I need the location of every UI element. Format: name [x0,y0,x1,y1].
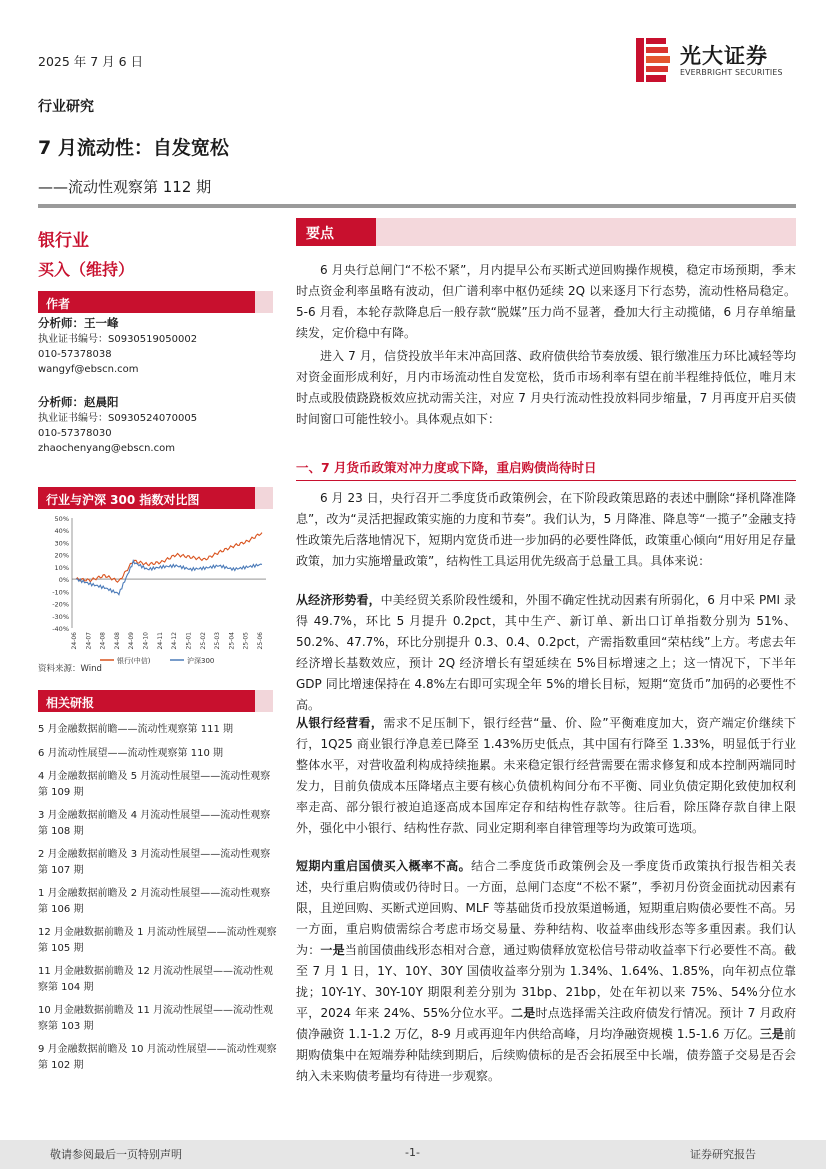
author-cert: 执业证书编号：S0930524070005 [38,413,198,424]
paragraph-body: 结合二季度货币政策例会及一季度货币政策执行报告相关表述，央行重启购债或仍待时日。一方面，总闸门态度“不松不紧”，季初月份资金面扰动因素有限，且逆回购、买断式逆回购、MLF 等基础货币投放渠道畅通，短期重启购债必要性不高。另一方面，重启购债需综合考虑市场交易量、券种结构、收益率曲线形态等多重因素。我们认为： [296,859,796,957]
related-section-header [38,690,273,712]
section-divider [296,480,796,481]
paragraph-lead: 从经济形势看， [296,593,381,607]
point-marker: 二是 [511,1006,536,1020]
footer-report-type: 证券研究报告 [690,1148,756,1161]
related-report[interactable]: 2 月金融数据前瞻及 3 月流动性展望——流动性观察第 107 期 [38,849,271,876]
author-phone: 010-57378038 [38,349,112,360]
point-text: 当前国债曲线形态相对合意，通过购债释放宽松信号带动收益率下行必要性不高。截至 7 月 1 日，1Y、10Y、30Y 国债收益率分别为 1.34%、1.64%、1.85%，向年初点位靠拢；10Y-1Y、30Y-10Y 期限利差分别为 31bp、21bp，处在年初以来 75%、54%分位水平，2024 年来 24%、55%分位水平。 [296,943,796,1020]
related-report[interactable]: 9 月金融数据前瞻及 10 月流动性展望——流动性观察第 102 期 [38,1044,277,1071]
related-report[interactable]: 6 月流动性展望——流动性观察第 110 期 [38,748,223,759]
point-marker: 三是 [759,1027,784,1041]
related-report[interactable]: 1 月金融数据前瞻及 2 月流动性展望——流动性观察第 106 期 [38,888,271,915]
related-report[interactable]: 5 月金融数据前瞻——流动性观察第 111 期 [38,724,233,735]
paragraph-2: 进入 7 月，信贷投放半年末冲高回落、政府债供给节奏放缓、银行缴准压力环比减轻等均对资金面形成利好，月内市场流动性自发宽松，货币市场利率有望在前半程维持低位，唯月末时点或股债跷跷板效应扰动需关注，对应 7 月央行流动性投放料同步缩量，7 月再度开启买债时间窗口可能性较小。具体观点如下： [296,349,796,426]
logo-text-cn: 光大证券 [680,44,768,68]
y-tick-label: 30% [54,539,69,548]
related-heading: 相关研报 [46,696,95,710]
report-subtitle: ——流动性观察第 112 期 [38,178,212,196]
y-tick-label: 0% [58,576,69,585]
x-tick-label: 25-04 [228,632,236,650]
related-report[interactable]: 11 月金融数据前瞻及 12 月流动性展望——流动性观察第 104 期 [38,966,273,993]
report-category: 行业研究 [38,99,94,115]
paragraph-4 [296,590,796,716]
y-tick-label: 10% [54,563,69,572]
paragraph-lead: 短期内重启国债买入概率不高。 [296,859,472,873]
paragraph-3: 6 月 23 日，央行召开二季度货币政策例会，在下阶段政策思路的表述中删除“择机降准降息”，改为“灵活把握政策实施的力度和节奏”。我们认为，5 月降准、降息等“一揽子”金融支持性政策先后落地情况下，短期内宽货币进一步加码的必要性降低，政策重心倾向“用好用足存量政策，加力实施增量政策”，结构性工具运用优先级高于总量工具。具体来说： [296,491,796,568]
x-tick-label: 25-02 [199,632,207,650]
header-divider [38,204,796,208]
related-report[interactable]: 4 月金融数据前瞻及 5 月流动性展望——流动性观察第 109 期 [38,771,271,798]
series-line [76,561,262,595]
paragraph-body: 需求不足压制下，银行经营“量、价、险”平衡难度加大，资产端定价继续下行，1Q25 商业银行净息差已降至 1.43%历史低点，其中国有行降至 1.33%，明显低于行业整体水平，对营收盈利构成持续拖累。未来稳定银行经营需要在需求修复和成本控制两端同时发力，目前负债成本压降堵点主要有核心负债机构间分布不平衡、同业负债定期化致使加权利率走高、部分银行被迫追逐高成本国库定存和结构性存款等。往后看，除压降存款自律上限外，强化中小银行、结构性存款、同业定期利率自律管理等均为政策可选项。 [296,716,796,835]
index-comparison-chart [38,510,273,670]
logo-text-en: EVERBRIGHT SECURITIES [680,68,783,77]
section-heading-1: 一、7 月货币政策对冲力度或下降，重启购债尚待时日 [296,460,597,475]
author-heading: 作者 [46,297,71,311]
related-report[interactable]: 3 月金融数据前瞻及 4 月流动性展望——流动性观察第 108 期 [38,810,271,837]
series-line [76,533,262,582]
y-tick-label: 40% [54,527,69,536]
report-date: 2025 年 7 月 6 日 [38,54,144,69]
chart-source: 资料来源：Wind [38,664,102,674]
key-points-heading: 要点 [296,218,376,246]
key-points-header [296,218,796,246]
y-tick-label: -10% [52,588,69,597]
author-phone: 010-57378030 [38,428,112,439]
author-section-header [38,291,273,313]
report-title: 7 月流动性：自发宽松 [38,137,229,159]
y-tick-label: -20% [52,600,69,609]
industry-name: 银行业 [38,231,89,251]
x-tick-label: 25-05 [242,632,250,650]
author-name: 分析师：王一峰 [38,316,119,330]
x-tick-label: 24-06 [71,632,78,650]
x-tick-label: 25-01 [185,632,193,650]
x-tick-label: 25-06 [257,632,264,650]
point-text: 时点选择需关注政府债发行情况。预计 7 月政府债净融资 1.1-1.2 万亿，8-9 月或再迎年内供给高峰，月均净融资规模 1.5-1.6 万亿。 [296,1006,796,1041]
x-tick-label: 24-10 [142,632,150,650]
x-tick-label: 25-03 [214,632,222,650]
chart-heading: 行业与沪深 300 指数对比图 [46,493,200,507]
x-tick-label: 24-12 [171,632,179,650]
point-marker: 一是 [320,943,345,957]
author-email[interactable]: zhaochenyang@ebscn.com [38,443,175,454]
x-tick-label: 24-08 [99,632,107,650]
paragraph-6 [296,856,796,1087]
y-tick-label: -40% [52,625,69,633]
author-name: 分析师：赵晨阳 [38,395,119,409]
author-cert: 执业证书编号：S0930519050002 [38,334,198,345]
related-report[interactable]: 10 月金融数据前瞻及 11 月流动性展望——流动性观察第 103 期 [38,1005,273,1032]
legend-label: 沪深300 [187,657,215,665]
x-tick-label: 24-11 [156,632,164,650]
rating: 买入（维持） [38,260,135,279]
paragraph-lead: 从银行经营看， [296,716,384,730]
everbright-logo-icon [636,38,672,82]
x-tick-label: 24-07 [85,632,93,650]
paragraph-1: 6 月央行总闸门“不松不紧”，月内提早公布买断式逆回购操作规模，稳定市场预期，季末时点资金利率虽略有波动，但广谱利率中枢仍延续 2Q 以来逐月下行态势，流动性格局稳定。5-6 月看，本轮存款降息后一般存款“脱媒”压力尚不显著，叠加大行主动揽储，6 月存单缩量续发，定价稳中有降。 [296,263,796,340]
author-email[interactable]: wangyf@ebscn.com [38,364,139,375]
chart-section-header [38,487,273,509]
y-tick-label: -30% [52,612,69,621]
related-report[interactable]: 12 月金融数据前瞻及 1 月流动性展望——流动性观察第 105 期 [38,927,277,954]
paragraph-body: 中美经贸关系阶段性缓和，外围不确定性扰动因素有所弱化，6 月中采 PMI 录得 49.7%，环比 5 月提升 0.2pct，其中生产、新订单、新出口订单指数分别为 51%、50.2%、47.7%，环比分别提升 0.3、0.4、0.2pct，产需指数重回“荣枯线”上方。考虑去年经济增长基数效应，预计 2Q 经济增长有望延续在 5%目标增速之上；这一情况下，下半年 GDP 同比增速保持在 4.8%左右即可实现全年 5%的增长目标，短期“宽货币”加码的必要性不高。 [296,593,796,712]
footer-disclaimer-link[interactable]: 敬请参阅最后一页特别声明 [50,1148,182,1161]
point-text: 前期购债集中在短端券种陆续到期后，后续购债标的是否会拓展至中长端，债券篮子交易是否会纳入未来购债考量均有待进一步观察。 [296,1027,796,1083]
author-block-1 [38,316,197,377]
legend-label: 银行(中信) [117,657,151,665]
page-number: -1- [405,1146,420,1159]
y-tick-label: 50% [54,515,69,523]
x-tick-label: 24-08 [113,632,121,650]
y-tick-label: 20% [54,551,69,560]
paragraph-5 [296,713,796,839]
key-points-band [376,218,796,246]
company-logo [636,38,796,86]
author-block-2 [38,395,197,456]
x-tick-label: 24-09 [128,632,136,650]
